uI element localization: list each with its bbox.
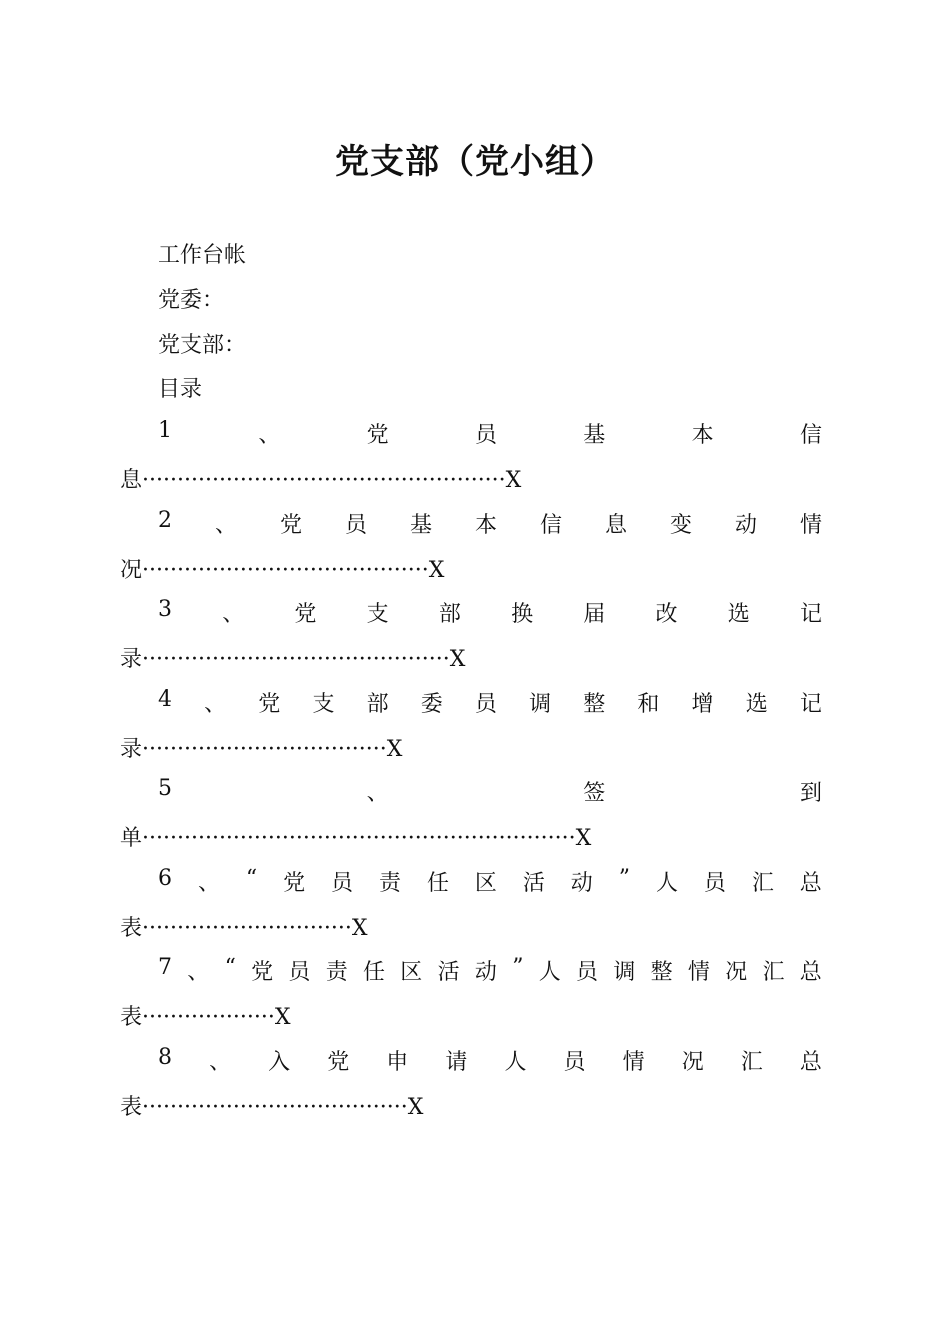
toc-entry-char: 、 (258, 423, 281, 448)
toc-entry-4-leader (120, 732, 402, 763)
toc-entry-char: 责 (378, 871, 401, 896)
toc-entry-char: 整 (650, 960, 673, 985)
toc-entry-char: 员 (576, 960, 599, 985)
toc-entry-char: 区 (474, 871, 497, 896)
toc-entry-char: 信 (539, 513, 562, 538)
toc-dot-leader: ············································ (142, 647, 450, 672)
toc-entry-char: 变 (669, 513, 692, 538)
toc-entry-char: 、 (197, 871, 220, 896)
toc-entry-char: 、 (209, 1050, 232, 1075)
toc-entry-char: ” (512, 955, 524, 980)
toc-entry-last-char: 单 (120, 826, 143, 851)
toc-entry-char: 入 (268, 1050, 291, 1075)
toc-entry-char: 情 (799, 513, 822, 538)
toc-entry-7-leader (120, 1000, 291, 1031)
toc-entry-char: 员 (344, 513, 367, 538)
toc-entry-char: 员 (288, 960, 311, 985)
toc-entry-char: 活 (522, 871, 545, 896)
toc-entry-char: 到 (799, 781, 822, 806)
toc-entry-char: 届 (583, 602, 606, 627)
toc-entry-6-leader (120, 911, 367, 942)
toc-entry-char: 记 (799, 602, 822, 627)
toc-entry-char: 员 (703, 871, 726, 896)
toc-entry-char: 5 (158, 776, 172, 801)
toc-entry-char: 人 (655, 871, 678, 896)
toc-entry-char: 总 (799, 960, 822, 985)
toc-dot-leader: ······························································ (142, 826, 576, 851)
toc-entry-char: 总 (799, 1050, 822, 1075)
toc-entry-char: 部 (438, 602, 461, 627)
toc-entry-char: 改 (655, 602, 678, 627)
toc-entry-char: 情 (622, 1050, 645, 1075)
toc-entry-last-char: 况 (120, 558, 143, 583)
toc-entry-char: 请 (445, 1050, 468, 1075)
toc-entry-last-char: 表 (120, 916, 143, 941)
toc-entry-char: 党 (251, 960, 274, 985)
toc-entry-char: 本 (691, 423, 714, 448)
toc-entry-char: 申 (386, 1050, 409, 1075)
toc-entry-2-title (158, 508, 822, 539)
toc-entry-char: 员 (474, 423, 497, 448)
toc-entry-last-char: 表 (120, 1095, 143, 1120)
toc-entry-char: 本 (474, 513, 497, 538)
toc-entry-char: 记 (799, 692, 822, 717)
toc-entry-char: 信 (799, 423, 822, 448)
toc-dot-leader: ···················································· (142, 468, 506, 493)
toc-entry-char: 选 (727, 602, 750, 627)
toc-entry-char: 党 (366, 423, 389, 448)
toc-entry-5-title (158, 776, 822, 807)
toc-entry-last-char: 息 (120, 468, 143, 493)
toc-page-number: X (428, 558, 445, 583)
document-title: 党支部（党小组） (335, 142, 615, 182)
toc-entry-char: 员 (563, 1050, 586, 1075)
toc-entry-char: 汇 (751, 871, 774, 896)
toc-entry-8-leader (120, 1090, 423, 1121)
toc-entry-char: 整 (583, 692, 606, 717)
header-line-contents: 目录 (158, 377, 203, 402)
toc-page-number: X (351, 916, 368, 941)
toc-entry-char: 1 (158, 418, 172, 443)
toc-entry-char: 6 (158, 866, 172, 891)
toc-entry-char: 汇 (762, 960, 785, 985)
toc-entry-char: 党 (294, 602, 317, 627)
toc-entry-last-char: 录 (120, 647, 143, 672)
toc-entry-char: 党 (327, 1050, 350, 1075)
toc-entry-char: 8 (158, 1045, 172, 1070)
toc-page-number: X (386, 737, 403, 762)
toc-entry-char: 党 (279, 513, 302, 538)
toc-dot-leader: ······························ (142, 916, 352, 941)
toc-entry-char: 动 (734, 513, 757, 538)
toc-entry-char: 支 (312, 692, 335, 717)
toc-entry-char: 调 (529, 692, 552, 717)
toc-entry-char: 、 (187, 960, 210, 985)
toc-entry-3-title (158, 597, 822, 628)
toc-entry-5-leader (120, 821, 591, 852)
toc-entry-char: 签 (583, 781, 606, 806)
toc-entry-6-title (158, 866, 822, 897)
toc-entry-char: 党 (258, 692, 281, 717)
toc-entry-char: 人 (504, 1050, 527, 1075)
toc-page-number: X (505, 468, 522, 493)
toc-entry-char: 7 (158, 955, 172, 980)
toc-entry-7-title (158, 955, 822, 986)
toc-dot-leader: ········································· (142, 558, 429, 583)
toc-page-number: X (407, 1095, 424, 1120)
toc-entry-char: 2 (158, 508, 172, 533)
toc-entry-char: 、 (222, 602, 245, 627)
toc-entry-char: 、 (366, 781, 389, 806)
toc-entry-char: 支 (366, 602, 389, 627)
toc-entry-2-leader (120, 553, 444, 584)
toc-entry-char: 责 (325, 960, 348, 985)
toc-page-number: X (575, 826, 592, 851)
toc-entry-last-char: 录 (120, 737, 143, 762)
toc-entry-char: 情 (687, 960, 710, 985)
toc-entry-char: ” (618, 866, 630, 891)
header-line-ledger: 工作台帐 (158, 243, 247, 268)
header-line-party-branch: 党支部： (158, 333, 247, 358)
header-line-party-committee: 党委： (158, 288, 225, 313)
toc-entry-char: 增 (691, 692, 714, 717)
toc-entry-char: 委 (420, 692, 443, 717)
toc-entry-char: 和 (637, 692, 660, 717)
toc-entry-char: 选 (745, 692, 768, 717)
toc-page-number: X (449, 647, 466, 672)
toc-entry-char: 总 (799, 871, 822, 896)
toc-entry-3-leader (120, 642, 465, 673)
toc-entry-8-title (158, 1045, 822, 1076)
toc-entry-char: 动 (474, 960, 497, 985)
toc-entry-char: 况 (681, 1050, 704, 1075)
toc-page-number: X (274, 1005, 291, 1030)
toc-entry-char: 、 (204, 692, 227, 717)
toc-entry-char: 息 (604, 513, 627, 538)
toc-entry-char: 3 (158, 597, 172, 622)
toc-entry-char: 部 (366, 692, 389, 717)
toc-entry-char: 换 (511, 602, 534, 627)
toc-entry-char: 党 (283, 871, 306, 896)
toc-entry-char: 基 (409, 513, 432, 538)
toc-entry-1-title (158, 418, 822, 449)
toc-entry-char: “ (224, 955, 236, 980)
toc-entry-char: 员 (474, 692, 497, 717)
toc-entry-char: 汇 (740, 1050, 763, 1075)
toc-entry-char: 员 (331, 871, 354, 896)
toc-entry-char: 动 (570, 871, 593, 896)
toc-dot-leader: ······································ (142, 1095, 408, 1120)
toc-entry-char: “ (245, 866, 258, 891)
toc-entry-char: 任 (426, 871, 449, 896)
toc-entry-char: 基 (583, 423, 606, 448)
toc-entry-char: 任 (363, 960, 386, 985)
toc-entry-1-leader (120, 463, 521, 494)
toc-dot-leader: ··································· (142, 737, 387, 762)
toc-entry-char: 调 (613, 960, 636, 985)
toc-entry-4-title (158, 687, 822, 718)
toc-entry-char: 、 (214, 513, 237, 538)
toc-entry-last-char: 表 (120, 1005, 143, 1030)
toc-entry-char: 况 (725, 960, 748, 985)
toc-dot-leader: ··················· (142, 1005, 275, 1030)
toc-entry-char: 4 (158, 687, 172, 712)
toc-entry-char: 人 (538, 960, 561, 985)
toc-entry-char: 区 (400, 960, 423, 985)
toc-entry-char: 活 (437, 960, 460, 985)
